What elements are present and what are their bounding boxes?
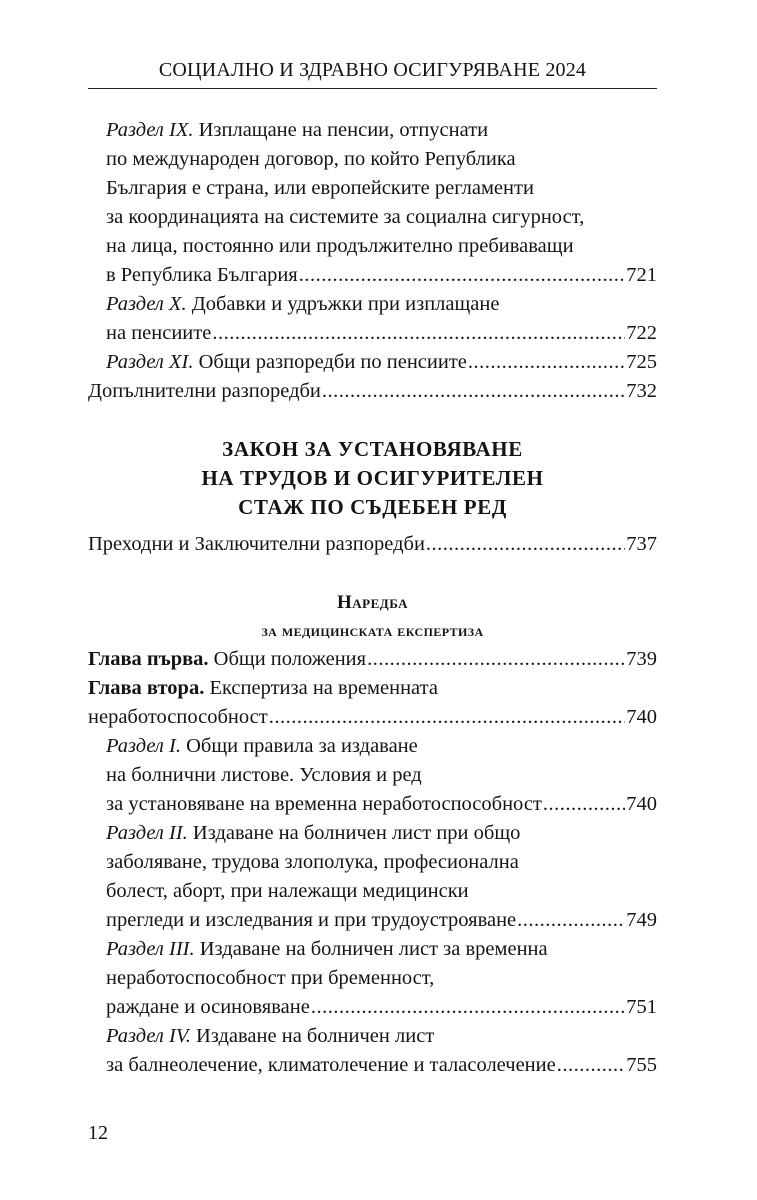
- entry-text: за координацията на системите за социална сигурност,: [106, 206, 585, 228]
- spacer: [88, 406, 657, 435]
- entry-text: за установяване на временна неработоспособност: [106, 793, 542, 815]
- entry-text: неработоспособност: [88, 706, 268, 728]
- entry-text: Експертиза на временната: [209, 677, 438, 699]
- law-title-line: СТАЖ ПО СЪДЕБЕН РЕД: [238, 495, 507, 519]
- page-ref: 755: [626, 1054, 657, 1076]
- toc-entry-section-4: [88, 1022, 657, 1080]
- entry-text: Изплащане на пенсии, отпуснати: [198, 119, 489, 141]
- toc-entry-section-3: [88, 935, 657, 1022]
- toc-entry-chapter-2: [88, 674, 657, 732]
- chapter-label: Глава първа.: [88, 648, 209, 670]
- page-ref: 732: [626, 380, 657, 402]
- entry-text: на лица, постоянно или продължително пребиваващи: [106, 235, 574, 257]
- entry-text: Общи правила за издаване: [186, 735, 418, 757]
- entry-text: Издаване на болничен лист за временна: [199, 938, 548, 960]
- dot-leader: [299, 261, 626, 290]
- entry-text: прегледи и изследвания и при трудоустрояване: [106, 909, 517, 931]
- toc-entry-section-9: [88, 116, 657, 290]
- law-title-line: ЗАКОН ЗА УСТАНОВЯВАНЕ: [222, 437, 523, 461]
- entry-text: Добавки и удръжки при изплащане: [191, 293, 500, 315]
- running-header: СОЦИАЛНО И ЗДРАВНО ОСИГУРЯВАНЕ 2024: [158, 59, 587, 81]
- page-ref: 739: [626, 648, 657, 670]
- toc-entry-section-2: [88, 819, 657, 935]
- entry-text: Общи положения: [213, 648, 367, 670]
- naredba-heading: [88, 589, 657, 645]
- toc-entry-section-10: [88, 290, 657, 348]
- section-label: Раздел I.: [106, 735, 181, 757]
- entry-text: раждане и осиновяване: [106, 996, 310, 1018]
- dot-leader: [322, 377, 625, 406]
- dot-leader: [311, 993, 625, 1022]
- spacer: [88, 559, 657, 589]
- page-ref: 740: [626, 793, 657, 815]
- toc-entry-section-11: [88, 348, 657, 377]
- entry-text: Издаване на болничен лист при общо: [192, 822, 521, 844]
- dot-leader: [367, 645, 625, 674]
- page-ref: 737: [626, 533, 657, 555]
- dot-leader: [269, 703, 626, 732]
- entry-text: Издаване на болничен лист: [195, 1025, 435, 1047]
- entry-text: за балнеолечение, климатолечение и таласолечение: [106, 1054, 556, 1076]
- page-ref: 740: [626, 706, 657, 728]
- section-label: Раздел II.: [106, 822, 188, 844]
- table-of-contents: [88, 116, 657, 1080]
- section-label: Раздел III.: [106, 938, 195, 960]
- toc-entry-additional-provisions: [88, 377, 657, 406]
- dot-leader: [426, 530, 625, 559]
- toc-entry-transitional-provisions: [88, 530, 657, 559]
- page-ref: 749: [626, 909, 657, 931]
- section-label: Раздел IX.: [106, 119, 194, 141]
- toc-entry-chapter-1: [88, 645, 657, 674]
- entry-text: Преходни и Заключителни разпоредби: [88, 533, 425, 555]
- law-heading: [88, 435, 657, 522]
- page-ref: 725: [626, 351, 657, 373]
- chapter-label: Глава втора.: [88, 677, 205, 699]
- spacer: [88, 522, 657, 530]
- section-label: Раздел IV.: [106, 1025, 191, 1047]
- entry-text: на болнични листове. Условия и ред: [106, 764, 422, 786]
- entry-text: Общи разпоредби по пенсиите: [198, 351, 467, 373]
- header-rule: [88, 88, 657, 89]
- dot-leader: [468, 348, 625, 377]
- section-label: Раздел XI.: [106, 351, 194, 373]
- entry-text: заболяване, трудова злополука, професионална: [106, 851, 519, 873]
- dot-leader: [557, 1051, 626, 1080]
- dot-leader: [543, 790, 625, 819]
- entry-text: по международен договор, по който Република: [106, 148, 516, 170]
- entry-text: в Република България: [106, 264, 298, 286]
- naredba-subtitle: за медицинската експертиза: [261, 621, 484, 640]
- page-number: 12: [88, 1122, 108, 1144]
- page-ref: 721: [626, 264, 657, 286]
- naredba-title: Наредба: [336, 592, 409, 613]
- entry-text: Допълнителни разпоредби: [88, 380, 321, 402]
- page-ref: 751: [626, 996, 657, 1018]
- entry-text: болест, аборт, при належащи медицински: [106, 880, 469, 902]
- entry-text: България е страна, или европейските регламенти: [106, 177, 534, 199]
- entry-text: на пенсиите: [106, 322, 212, 344]
- section-label: Раздел X.: [106, 293, 187, 315]
- law-title-line: НА ТРУДОВ И ОСИГУРИТЕЛЕН: [201, 466, 544, 490]
- page-ref: 722: [626, 322, 657, 344]
- dot-leader: [517, 906, 625, 935]
- dot-leader: [212, 319, 625, 348]
- entry-text: неработоспособност при бременност,: [106, 967, 435, 989]
- toc-entry-section-1: [88, 732, 657, 819]
